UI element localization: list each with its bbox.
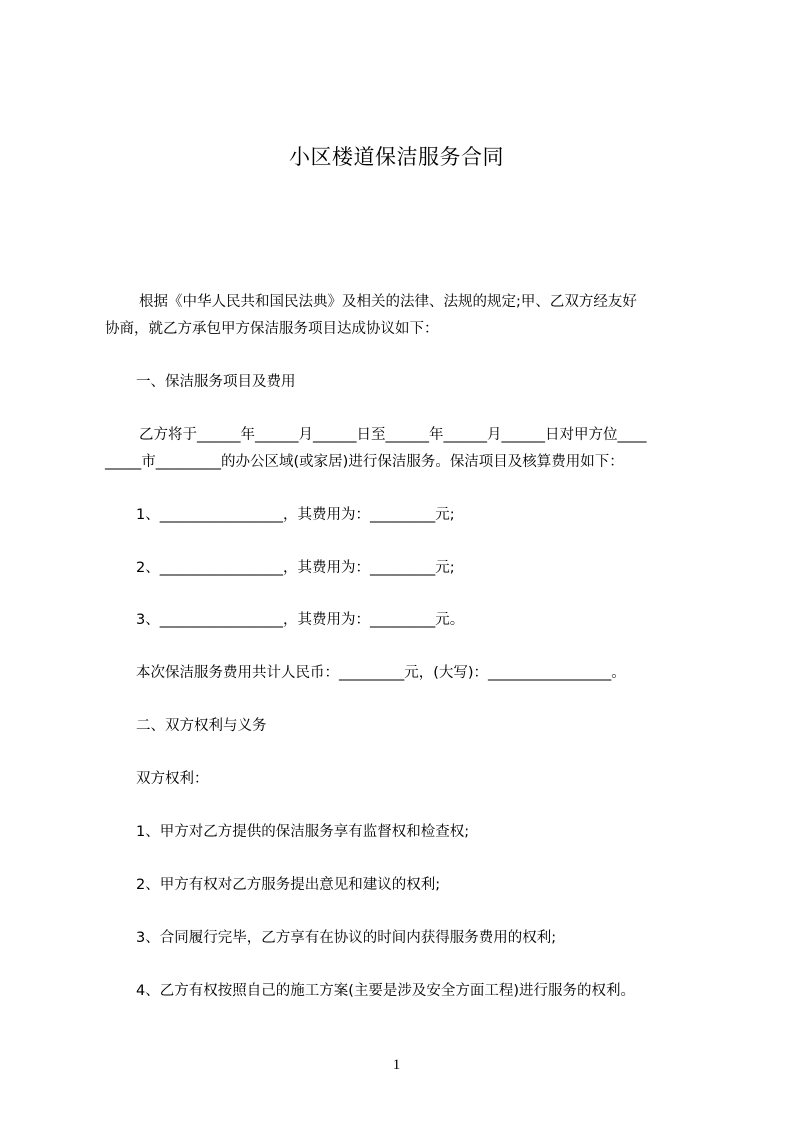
right-item-1: 1、甲方对乙方提供的保洁服务享有监督权和检查权; (136, 824, 470, 840)
fee-item-2: 2、_________________，其费用为：_________元; (136, 560, 455, 576)
section2-subheading: 双方权利： (136, 771, 209, 787)
intro-line-2: 协商，就乙方承包甲方保洁服务项目达成协议如下： (105, 321, 439, 337)
page-number: 1 (392, 1057, 401, 1073)
right-item-2: 2、甲方有权对乙方服务提出意见和建议的权利; (136, 877, 441, 893)
fee-total: 本次保洁服务费用共计人民币：_________元，(大写)：_________________。 (136, 665, 626, 681)
fee-item-1: 1、_________________，其费用为：_________元; (136, 507, 455, 523)
right-item-3: 3、合同履行完毕，乙方享有在协议的时间内获得服务费用的权利; (136, 930, 557, 946)
fee-item-3: 3、_________________，其费用为：_________元。 (136, 612, 465, 628)
section1-paragraph-line-1: 乙方将于______年______月______日至______年______月______日对甲方位____ (139, 427, 647, 443)
document-title: 小区楼道保洁服务合同 (289, 145, 504, 169)
intro-line-1: 根据《中华人民共和国民法典》及相关的法律、法规的规定;甲、乙双方经友好 (139, 294, 637, 310)
section1-paragraph-line-2: _____市_________的办公区域(或家居)进行保洁服务。保洁项目及核算费用如下： (105, 454, 624, 470)
section2-heading: 二、双方权利与义务 (136, 718, 267, 734)
right-item-4: 4、乙方有权按照自己的施工方案(主要是涉及安全方面工程)进行服务的权利。 (136, 983, 636, 999)
section1-heading: 一、保洁服务项目及费用 (136, 374, 296, 390)
